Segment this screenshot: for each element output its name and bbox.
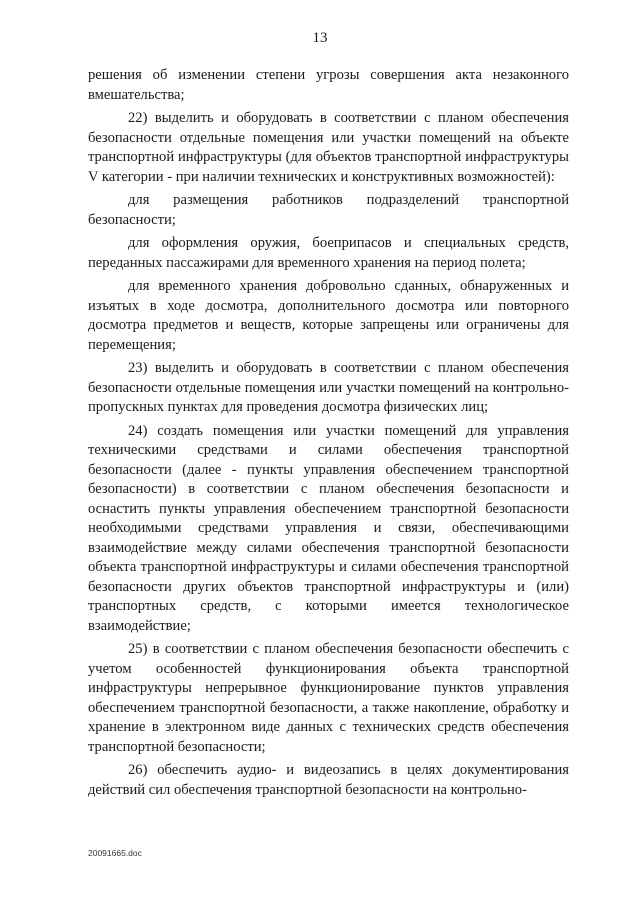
paragraph-1: решения об изменении степени угрозы совершения акта незаконного вмешательства; [88,67,569,103]
page-number: 13 [312,30,328,46]
paragraph-3: для размещения работников подразделений транспортной безопасности; [88,192,569,228]
paragraph-5: для временного хранения добровольно сданных, обнаруженных и изъятых в ходе досмотра, дополнительного досмотра или повторного досмотра предметов и веществ, которые запрещены или ограничены для перемещения; [88,278,569,353]
document-body [88,66,569,804]
paragraph-2: 22) выделить и оборудовать в соответствии с планом обеспечения безопасности отдельные помещения или участки помещений на объекте транспортной инфраструктуры (для объектов транспортной инфраструктуры V категории - при наличии технических и конструктивных возможностей): [88,110,569,185]
paragraph-9: 26) обеспечить аудио- и видеозапись в целях документирования действий сил обеспечения транспортной безопасности на контрольно- [88,762,569,798]
paragraph-7: 24) создать помещения или участки помещений для управления техническими средствами и силами обеспечения транспортной безопасности (далее - пункты управления обеспечением транспортной безопасности) в соответствии с планом обеспечения безопасности и оснастить пункты управления обеспечением транспортной безопасности необходимыми средствами управления и связи, обеспечивающими взаимодействие между силами обеспечения транспортной безопасности объекта транспортной инфраструктуры и силами обеспечения транспортной безопасности других объектов транспортной инфраструктуры и (или) транспортных средств, с которыми имеется технологическое взаимодействие; [88,422,569,634]
paragraph-4: для оформления оружия, боеприпасов и специальных средств, переданных пассажирами для временного хранения на период полета; [88,235,569,271]
paragraph-8: 25) в соответствии с планом обеспечения безопасности обеспечить с учетом особенностей функционирования объекта транспортной инфраструктуры непрерывное функционирование пунктов управления обеспечением транспортной безопасности, а также накопление, обработку и хранение в электронном виде данных с технических средств обеспечения транспортной безопасности; [88,641,569,755]
paragraph-6: 23) выделить и оборудовать в соответствии с планом обеспечения безопасности отдельные помещения или участки помещений на контрольно-пропускных пунктах для проведения досмотра физических лиц; [88,360,569,415]
file-name-footer: 20091665.doc [88,848,142,858]
